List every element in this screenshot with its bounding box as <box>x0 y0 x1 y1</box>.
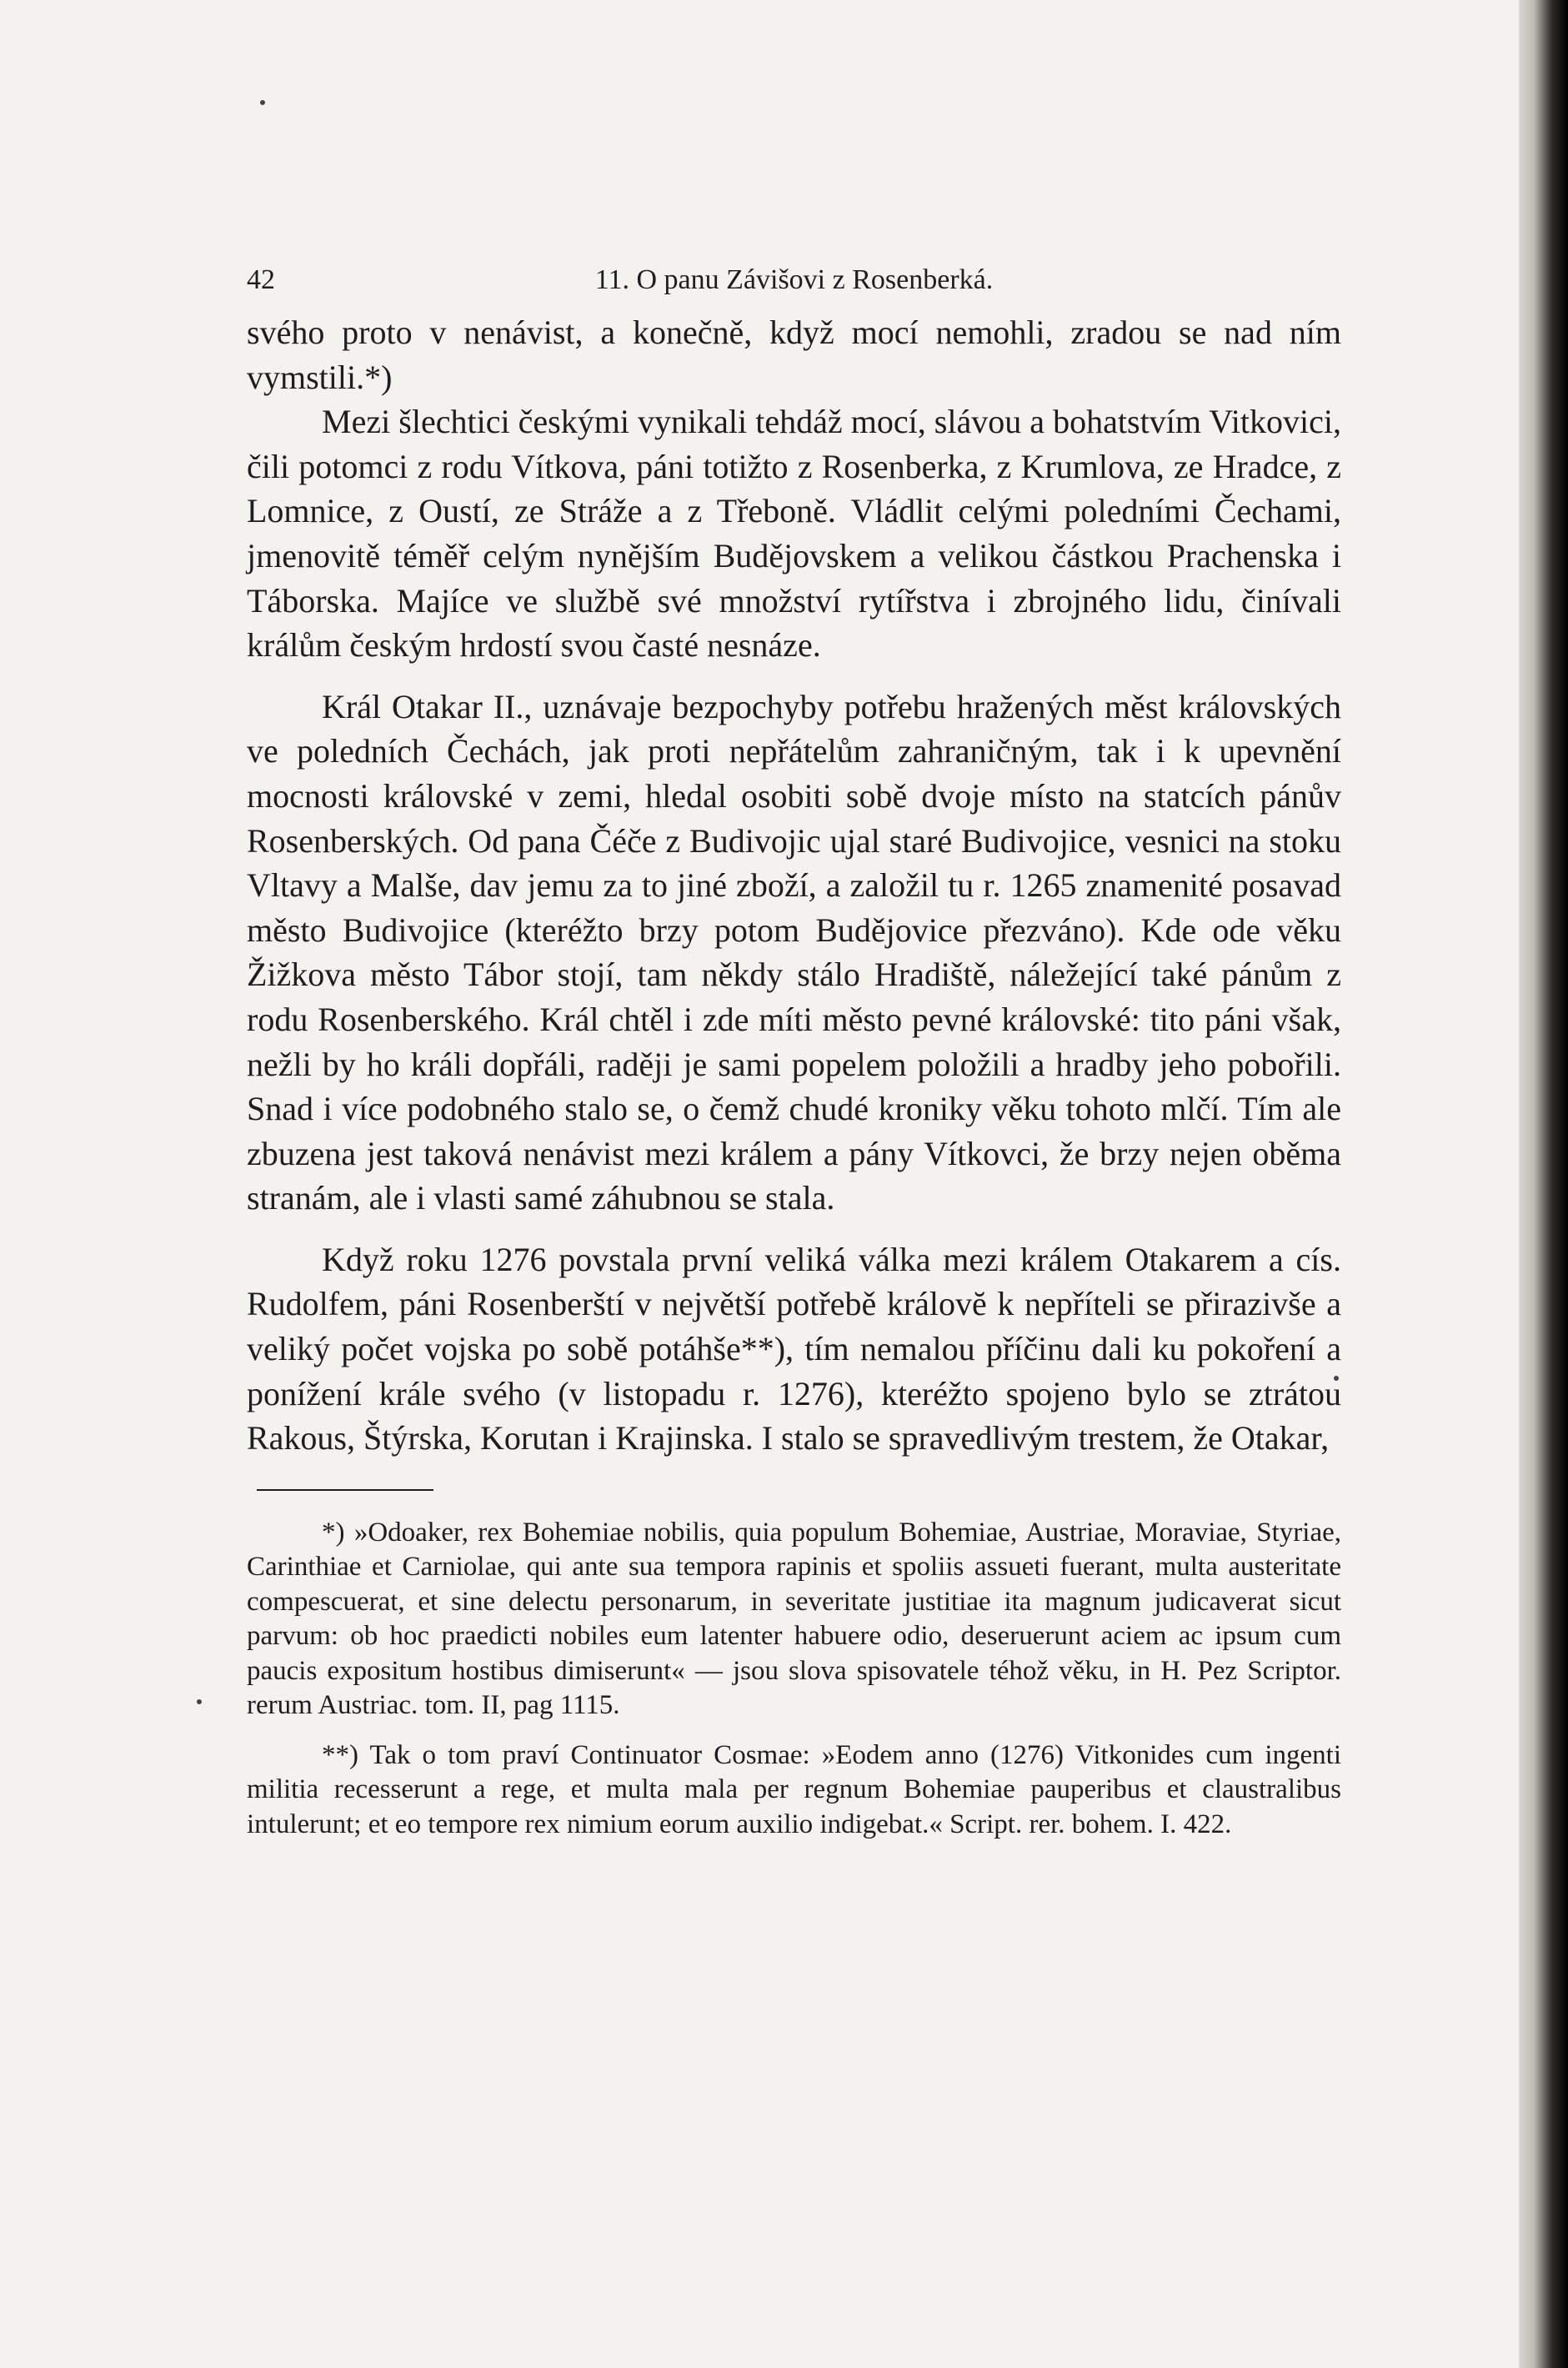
text-block <box>247 250 1341 1842</box>
footnotes <box>247 1516 1341 1843</box>
paragraph: Král Otakar II., uznávaje bezpochyby potřebu hražených měst královských ve poledních Čechách, jak proti nepřátelům zahraničným, tak i k upevnění mocnosti královské v zemi, hledal osobiti sobě dvoje místo na statcích pánův Rosenberských. Od pana Čéče z Budivojic ujal staré Budivojice, vesnici na stoku Vltavy a Malše, dav jemu za to jiné zboží, a založil tu r. 1265 znamenité posavad město Budivojice (kteréžto brzy potom Budějovice přezváno). Kde ode věku Žižkova město Tábor stojí, tam někdy stálo Hradiště, náležející také pánům z rodu Rosenberského. Král chtěl i zde míti město pevné královské: tito páni však, nežli by ho králi dopřáli, raději je sami popelem položili a hradby jeho pobořili. Snad i více podobného stalo se, o čemž chudé kroniky věku tohoto mlčí. Tím ale zbuzena jest taková nenávist mezi králem a pány Vítkovci, že brzy nejen oběma stranám, ale i vlasti samé záhubnou se stala. <box>247 687 1341 1217</box>
footnote: *) »Odoaker, rex Bohemiae nobilis, quia populum Bohemiae, Austriae, Moraviae, Styriae, Carinthiae et Carniolae, qui ante sua tempora rapinis et spoliis assueti fuerant, multa austeritate compescuerat, et sine delectu personarum, in severitate justitiae ita magnum judicaverat sicut parvum: ob hoc praedicti nobiles eum latenter habuere odio, deseruerunt aciem ac ipsum cum paucis expositum hostibus dimiserunt« — jsou slova spisovatele téhož věku, in H. Pez Scriptor. rerum Austriac. tom. II, pag 1115. <box>247 1517 1341 1721</box>
paragraph: Když roku 1276 povstala první veliká válka mezi králem Otakarem a cís. Rudolfem, páni Rosenberští v největší potřebě královĕ k nepříteli se přirazivše a veliký počet vojska po sobě potáhše**), tím nemalou příčinu dali ku pokoření a ponížení krále svého (v listopadu r. 1276), kteréžto spojeno bylo se ztrátou Rakous, Štýrska, Korutan i Krajinska. I stalo se spravedlivým trestem, že Otakar, <box>247 1240 1341 1457</box>
paragraph: Mezi šlechtici českými vynikali tehdáž mocí, slávou a bohatstvím Vitkovici, čili potomci z rodu Vítkova, páni totižto z Rosenberka, z Krumlova, ze Hradce, z Lomnice, z Oustí, ze Stráže a z Třeboně. Vládlit celými poledními Čechami, jmenovitě téměř celým nynějším Budějovskem a velikou částkou Prachenska i Táborska. Majíce ve službě své množství rytířstva i zbrojného lidu, činívali králům českým hrdostí svou časté nesnáze. <box>247 403 1341 665</box>
running-header <box>247 250 1341 310</box>
page-number: 42 <box>247 264 275 295</box>
main-text <box>247 310 1341 1461</box>
running-title: 11. O panu Závišovi z Rosenberká. <box>594 264 994 295</box>
footnote-rule <box>257 1489 433 1491</box>
paragraph: svého proto v nenávist, a konečně, když mocí nemohli, zradou se nad ním vymstili.*) <box>247 314 1341 396</box>
paper-speck <box>197 1699 202 1704</box>
paper-speck <box>260 100 265 105</box>
footnote: **) Tak o tom praví Continuator Cosmae: »Eodem anno (1276) Vitkonides cum ingenti militia recesserunt a rege, et multa mala per regnum Bohemiae pauperibus et claustralibus intulerunt; et eo tempore rex nimium eorum auxilio indigebat.« Script. rer. bohem. I. 422. <box>247 1739 1341 1839</box>
page-edge-shadow <box>1519 0 1568 2368</box>
